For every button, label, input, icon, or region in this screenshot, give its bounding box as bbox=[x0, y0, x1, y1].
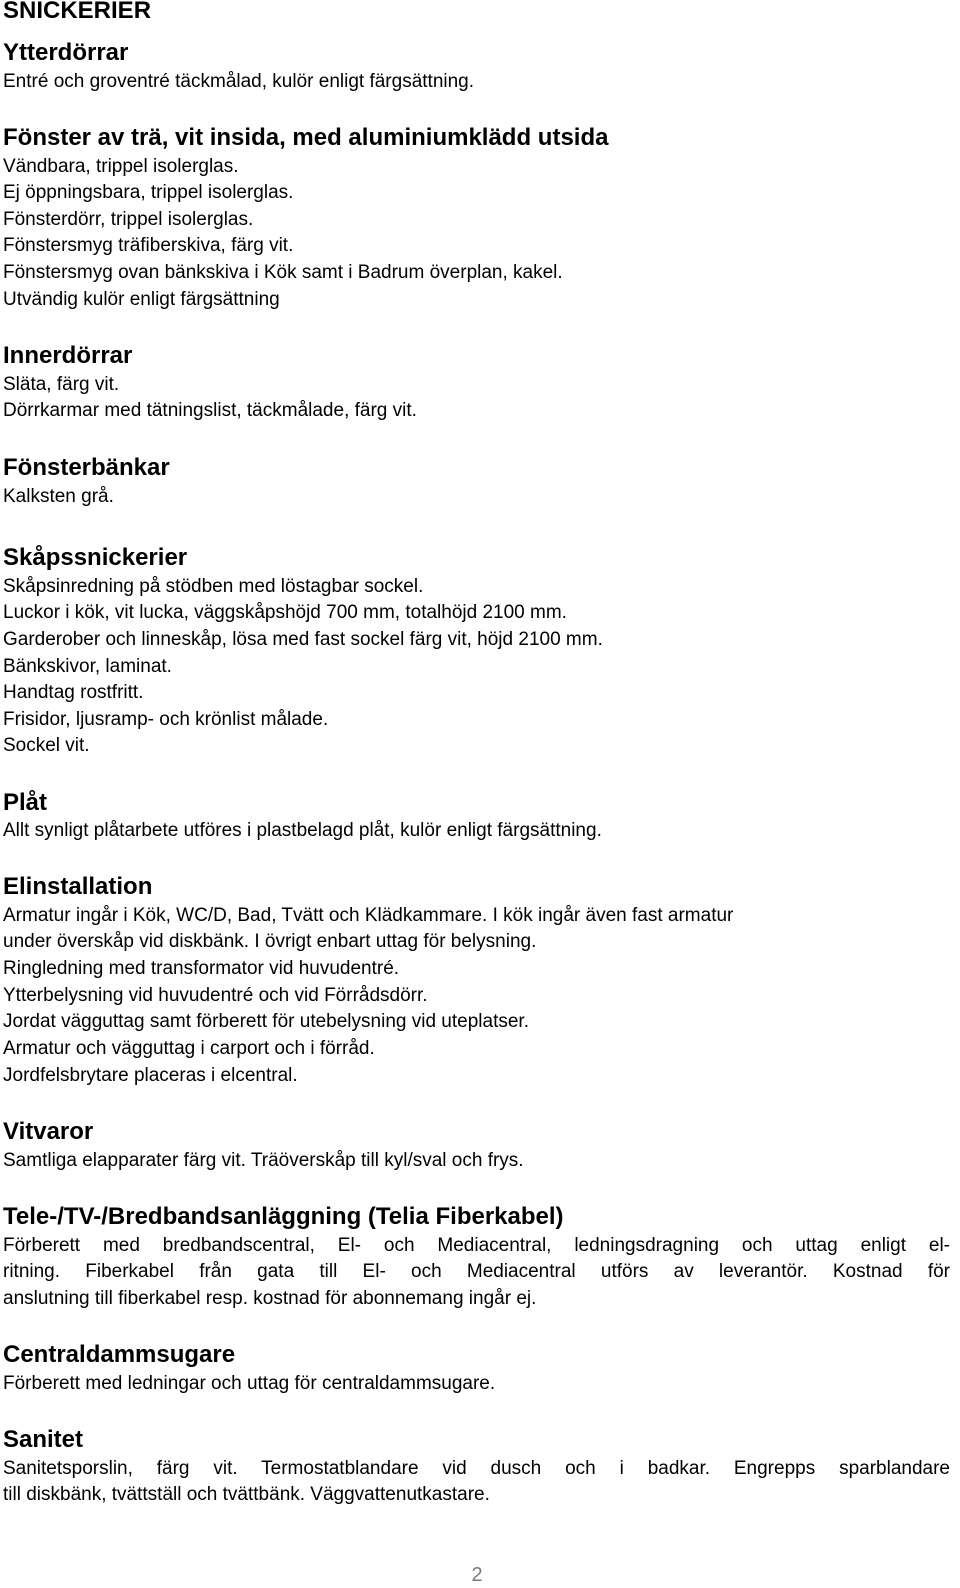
section-line: Entré och groventré täckmålad, kulör enligt färgsättning. bbox=[3, 71, 475, 92]
section-heading-skapssnickerier: Skåpssnickerier bbox=[3, 544, 188, 571]
page-number: 2 bbox=[471, 1564, 483, 1586]
section-line: Jordat vägguttag samt förberett för utebelysning vid uteplatser. bbox=[3, 1011, 529, 1032]
section-line: Dörrkarmar med tätningslist, täckmålade, färg vit. bbox=[3, 400, 417, 421]
section-line: Vändbara, trippel isolerglas. bbox=[3, 156, 239, 177]
section-line: Luckor i kök, vit lucka, väggskåpshöjd 700 mm, totalhöjd 2100 mm. bbox=[3, 602, 567, 623]
section-line: Handtag rostfritt. bbox=[3, 682, 144, 703]
section-heading-vitvaror: Vitvaror bbox=[3, 1118, 94, 1145]
section-line: Sockel vit. bbox=[3, 735, 90, 756]
section-line: till diskbänk, tvättställ och tvättbänk. Väggvattenutkastare. bbox=[3, 1484, 490, 1505]
document-title: SNICKERIER bbox=[3, 0, 152, 24]
section-line: Fönstersmyg träfiberskiva, färg vit. bbox=[3, 235, 294, 256]
section-line: Ringledning med transformator vid huvudentré. bbox=[3, 958, 400, 979]
section-line: Ej öppningsbara, trippel isolerglas. bbox=[3, 182, 294, 203]
section-line: Fönsterdörr, trippel isolerglas. bbox=[3, 209, 254, 230]
section-line: under överskåp vid diskbänk. I övrigt enbart uttag för belysning. bbox=[3, 931, 537, 952]
section-line: Allt synligt plåtarbete utföres i plastbelagd plåt, kulör enligt färgsättning. bbox=[3, 820, 602, 841]
section-line: anslutning till fiberkabel resp. kostnad för abonnemang ingår ej. bbox=[3, 1288, 537, 1309]
section-line: Jordfelsbrytare placeras i elcentral. bbox=[3, 1065, 298, 1086]
section-line: Fönstersmyg ovan bänkskiva i Kök samt i Badrum överplan, kakel. bbox=[3, 262, 563, 283]
section-heading-fonster: Fönster av trä, vit insida, med aluminiumklädd utsida bbox=[3, 124, 609, 151]
section-heading-sanitet: Sanitet bbox=[3, 1426, 84, 1453]
section-heading-innerdorrar: Innerdörrar bbox=[3, 342, 133, 369]
section-line: ritning. Fiberkabel från gata till El- och Mediacentral utförs av leverantör. Kostnad för bbox=[3, 1261, 950, 1282]
section-line: Ytterbelysning vid huvudentré och vid Förrådsdörr. bbox=[3, 985, 428, 1006]
section-line: Släta, färg vit. bbox=[3, 374, 120, 395]
section-heading-elinstallation: Elinstallation bbox=[3, 873, 153, 900]
section-line: Förberett med bredbandscentral, El- och Mediacentral, ledningsdragning och uttag enligt el- bbox=[3, 1235, 950, 1256]
section-heading-centraldammsugare: Centraldammsugare bbox=[3, 1341, 236, 1368]
section-line: Frisidor, ljusramp- och krönlist målade. bbox=[3, 709, 329, 730]
section-line: Kalksten grå. bbox=[3, 486, 114, 507]
section-heading-tele-tv-bredband: Tele-/TV-/Bredbandsanläggning (Telia Fiberkabel) bbox=[3, 1203, 564, 1230]
section-line: Sanitetsporslin, färg vit. Termostatblandare vid dusch och i badkar. Engrepps sparblandare bbox=[3, 1458, 950, 1479]
section-line: Armatur ingår i Kök, WC/D, Bad, Tvätt och Klädkammare. I kök ingår även fast armatur bbox=[3, 905, 734, 926]
section-line: Samtliga elapparater färg vit. Träöverskåp till kyl/sval och frys. bbox=[3, 1150, 524, 1171]
section-line: Bänkskivor, laminat. bbox=[3, 656, 172, 677]
section-heading-ytterdorrar: Ytterdörrar bbox=[3, 39, 129, 66]
section-line: Skåpsinredning på stödben med löstagbar sockel. bbox=[3, 576, 424, 597]
section-line: Armatur och vägguttag i carport och i förråd. bbox=[3, 1038, 375, 1059]
section-heading-fonsterbankar: Fönsterbänkar bbox=[3, 454, 170, 481]
section-line: Garderober och linneskåp, lösa med fast sockel färg vit, höjd 2100 mm. bbox=[3, 629, 603, 650]
section-line: Utvändig kulör enligt färgsättning bbox=[3, 289, 280, 310]
section-line: Förberett med ledningar och uttag för centraldammsugare. bbox=[3, 1373, 496, 1394]
section-heading-plat: Plåt bbox=[3, 789, 48, 816]
